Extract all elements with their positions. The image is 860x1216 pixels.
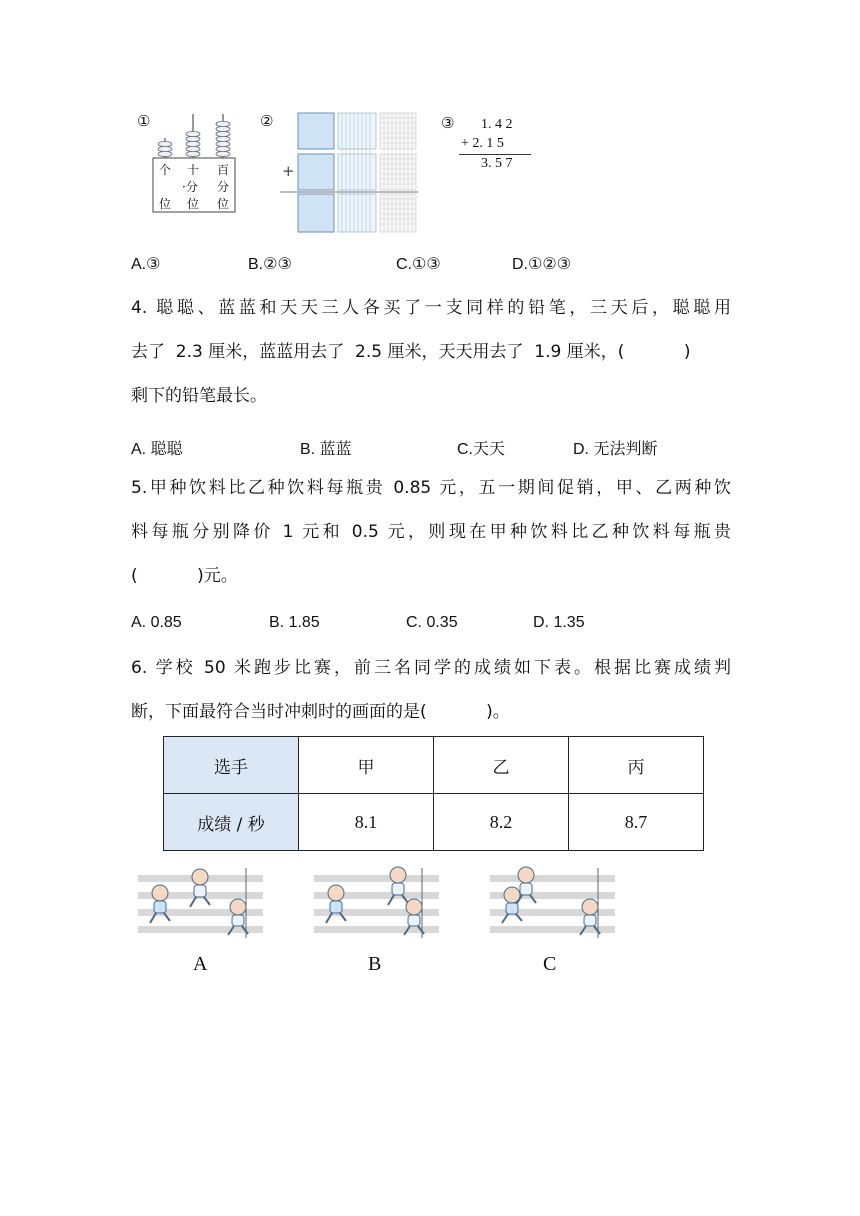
runner-icon [150, 885, 170, 923]
figure-blocks [258, 110, 423, 235]
q5-option-c: C. 0.35 [406, 614, 458, 631]
table-cell: 8.2 [434, 794, 569, 851]
picture-label-a: A [193, 953, 208, 975]
question-5 [131, 466, 731, 598]
q3-option-d: D.①②③ [512, 256, 572, 273]
abacus-label-tens: 十 [187, 163, 200, 177]
q4-option-d: D. 无法判断 [573, 441, 658, 458]
picture-label-c: C [543, 953, 557, 975]
abacus-label-place2: 位 [187, 197, 200, 211]
q5-option-b: B. 1.85 [269, 614, 320, 631]
figure-number: ③ [441, 114, 455, 132]
q4-line-2: 去了 2.3 厘米，蓝蓝用去了 2.5 厘米，天天用去了 1.9 厘米，( ) [131, 342, 691, 362]
running-picture-a [138, 863, 263, 938]
table-row [164, 737, 704, 794]
table-header-cell: 丙 [569, 737, 704, 794]
abacus-label-place3: 位 [217, 197, 230, 211]
q4-option-c: C.天天 [457, 441, 506, 458]
question-4 [131, 286, 731, 418]
picture-label-b: B [368, 953, 382, 975]
figure-abacus [135, 110, 245, 215]
runner-icon [388, 867, 408, 905]
q6-line-1: 6. 学校 50 米跑步比赛，前三名同学的成绩如下表。根据比赛成绩判 [131, 658, 731, 678]
sum-line [459, 154, 531, 155]
running-picture-b [314, 863, 439, 938]
q5-option-a: A. 0.85 [131, 614, 182, 631]
table-cell: 8.7 [569, 794, 704, 851]
results-table [163, 736, 704, 851]
table-header-cell: 甲 [299, 737, 434, 794]
runner-icon [326, 885, 346, 923]
figure-number: ② [260, 112, 274, 130]
table-row-label: 成绩 / 秒 [164, 794, 299, 851]
q3-option-a: A.③ [131, 256, 161, 273]
q4-line-1: 4. 聪聪、蓝蓝和天天三人各买了一支同样的铅笔，三天后，聪聪用 [131, 298, 731, 318]
figure-number: ① [137, 112, 151, 130]
q4-line-3: 剩下的铅笔最长。 [131, 386, 267, 406]
question-6 [131, 646, 731, 734]
plus-sign: + [282, 162, 295, 180]
abacus-label-tenths: ·分 [182, 180, 198, 194]
figure-addition [441, 114, 541, 174]
runner-icon [502, 887, 522, 923]
q5-line-1: 5.甲种饮料比乙种饮料每瓶贵 0.85 元，五一期间促销，甲、乙两种饮 [131, 478, 731, 498]
blocks-drawing [258, 110, 423, 235]
addend-1: 1. 4 2 [481, 117, 513, 132]
table-header-cell: 乙 [434, 737, 569, 794]
q3-option-c: C.①③ [396, 256, 441, 273]
q5-line-3: ( )元。 [131, 566, 238, 586]
running-picture-c [490, 863, 615, 938]
q3-option-b: B.②③ [248, 256, 292, 273]
runner-icon [190, 869, 210, 907]
sum: 3. 5 7 [481, 156, 513, 171]
q5-option-d: D. 1.35 [533, 614, 585, 631]
abacus-label-hundredths: 分 [217, 180, 230, 194]
abacus-label-hundreds: 百 [217, 163, 230, 177]
abacus-label-place1: 位 [159, 197, 172, 211]
q6-line-2: 断，下面最符合当时冲刺时的画面的是( )。 [131, 702, 510, 722]
table-header-cell: 选手 [164, 737, 299, 794]
q4-option-b: B. 蓝蓝 [300, 441, 352, 458]
q5-line-2: 料每瓶分别降价 1 元和 0.5 元，则现在甲种饮料比乙种饮料每瓶贵 [131, 522, 731, 542]
table-cell: 8.1 [299, 794, 434, 851]
table-row [164, 794, 704, 851]
q4-option-a: A. 聪聪 [131, 441, 183, 458]
addend-2: + 2. 1 5 [461, 136, 504, 151]
abacus-label-ones: 个 [159, 163, 172, 177]
